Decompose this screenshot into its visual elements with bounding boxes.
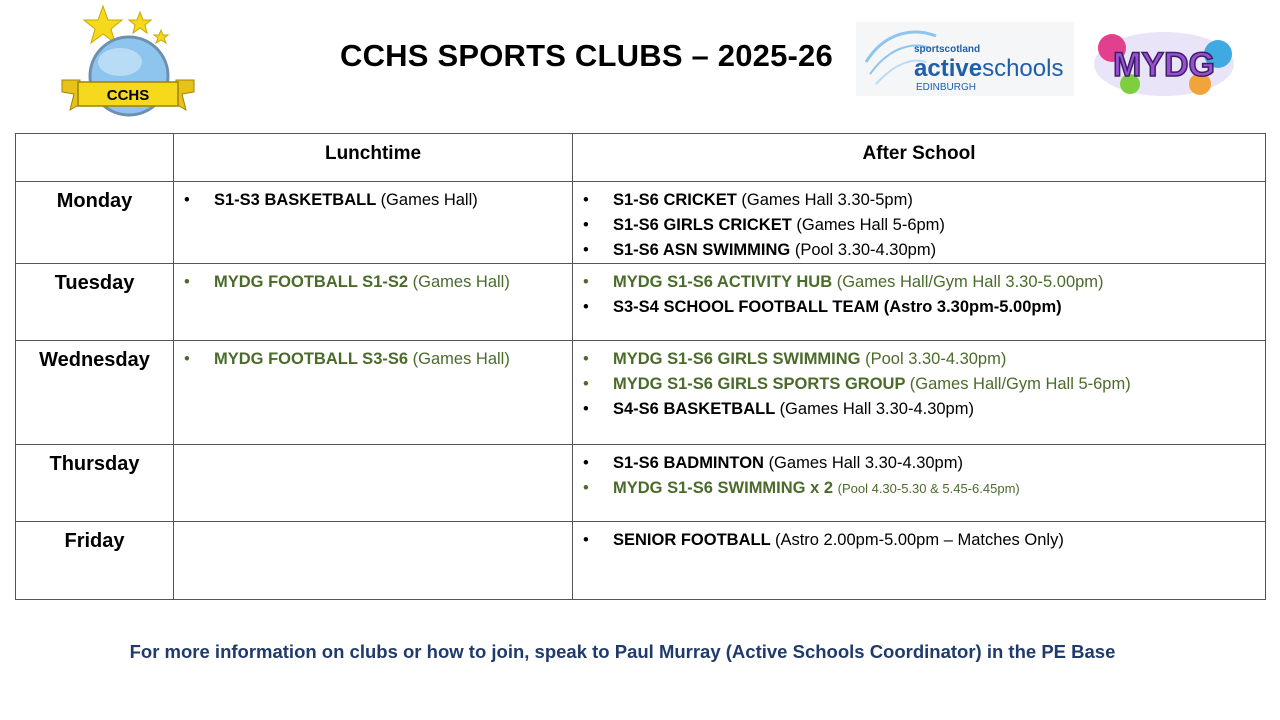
club-name: S1-S6 CRICKET xyxy=(613,191,742,209)
club-list xyxy=(573,522,1265,553)
lunchtime-cell xyxy=(174,522,573,600)
club-name: MYDG FOOTBALL S1-S2 xyxy=(214,273,413,291)
lunchtime-cell xyxy=(174,445,573,522)
club-name: S1-S3 BASKETBALL xyxy=(214,191,381,209)
club-name: S3-S4 SCHOOL FOOTBALL TEAM (Astro 3.30pm-5.00pm) xyxy=(613,298,1062,316)
club-venue: (Pool 3.30-4.30pm) xyxy=(865,350,1007,368)
day-cell: Monday xyxy=(16,182,174,264)
club-venue: (Games Hall 5-6pm) xyxy=(796,216,945,234)
club-list xyxy=(174,341,572,372)
club-list xyxy=(573,341,1265,422)
active-schools-logo xyxy=(856,22,1074,96)
mydg-logo-text: MYDG xyxy=(1113,46,1215,84)
club-item xyxy=(573,528,1265,553)
page-title: CCHS SPORTS CLUBS – 2025-26 xyxy=(340,38,833,73)
club-list xyxy=(174,445,572,451)
after-school-cell xyxy=(573,522,1266,600)
club-item xyxy=(174,270,572,295)
header-day xyxy=(16,134,174,182)
club-item xyxy=(573,372,1265,397)
club-name: S1-S6 ASN SWIMMING xyxy=(613,241,795,259)
club-item xyxy=(573,347,1265,372)
club-name: MYDG S1-S6 GIRLS SWIMMING xyxy=(613,350,866,368)
lunchtime-cell xyxy=(174,341,573,445)
day-cell: Thursday xyxy=(16,445,174,522)
table-row xyxy=(16,522,1266,600)
club-item xyxy=(573,451,1265,476)
club-venue-small: (Pool 4.30-5.30 & 5.45-6.45pm) xyxy=(837,481,1020,496)
schools-text: schools xyxy=(982,55,1064,82)
club-item xyxy=(573,476,1265,501)
club-list xyxy=(573,182,1265,263)
after-school-cell xyxy=(573,341,1266,445)
club-venue: (Pool 3.30-4.30pm) xyxy=(794,241,937,259)
table-header-row xyxy=(16,134,1266,182)
club-name: MYDG S1-S6 GIRLS SPORTS GROUP xyxy=(613,375,910,393)
day-cell: Tuesday xyxy=(16,264,174,341)
club-name: S4-S6 BASKETBALL xyxy=(613,400,780,418)
header-lunchtime: Lunchtime xyxy=(174,134,573,182)
club-list xyxy=(573,445,1265,501)
svg-text:activeschools xyxy=(914,55,1063,82)
footer-note: For more information on clubs or how to join, speak to Paul Murray (Active Schools Coordinator) in the PE Base xyxy=(129,641,1116,662)
day-cell: Friday xyxy=(16,522,174,600)
club-venue: (Games Hall) xyxy=(380,191,478,209)
club-venue: (Games Hall 3.30-4.30pm) xyxy=(779,400,974,418)
club-item xyxy=(174,188,572,213)
club-venue: (Games Hall 3.30-5pm) xyxy=(741,191,913,209)
cchs-logo-text: CCHS xyxy=(106,87,150,104)
club-venue: (Astro 2.00pm-5.00pm – Matches Only) xyxy=(774,531,1064,549)
table-row xyxy=(16,264,1266,341)
club-list xyxy=(174,522,572,528)
club-venue: (Games Hall/Gym Hall 3.30-5.00pm) xyxy=(836,273,1104,291)
after-school-cell xyxy=(573,182,1266,264)
active-text: active xyxy=(914,55,983,82)
club-name: MYDG S1-S6 SWIMMING x 2 xyxy=(613,479,838,497)
club-venue: (Games Hall/Gym Hall 5-6pm) xyxy=(909,375,1131,393)
mydg-logo xyxy=(1090,26,1238,100)
club-list xyxy=(174,182,572,213)
table-row xyxy=(16,341,1266,445)
sportscotland-text: sportscotland xyxy=(914,44,981,55)
table-row xyxy=(16,445,1266,522)
club-item xyxy=(174,347,572,372)
club-venue: (Games Hall) xyxy=(412,273,510,291)
lunchtime-cell xyxy=(174,264,573,341)
club-item xyxy=(573,188,1265,213)
club-item xyxy=(573,270,1265,295)
club-list xyxy=(573,264,1265,320)
header-after-school: After School xyxy=(573,134,1266,182)
club-list xyxy=(174,264,572,295)
day-cell: Wednesday xyxy=(16,341,174,445)
schedule-table xyxy=(15,133,1266,600)
after-school-cell xyxy=(573,445,1266,522)
club-item xyxy=(573,238,1265,263)
cchs-logo xyxy=(58,4,198,120)
club-item xyxy=(573,295,1265,320)
club-name: S1-S6 BADMINTON xyxy=(613,454,769,472)
club-item xyxy=(573,213,1265,238)
edinburgh-text: EDINBURGH xyxy=(916,82,977,93)
club-name: SENIOR FOOTBALL xyxy=(613,531,775,549)
club-name: MYDG FOOTBALL S3-S6 xyxy=(214,350,413,368)
club-venue: (Games Hall 3.30-4.30pm) xyxy=(768,454,963,472)
club-venue: (Games Hall) xyxy=(412,350,510,368)
lunchtime-cell xyxy=(174,182,573,264)
club-name: MYDG S1-S6 ACTIVITY HUB xyxy=(613,273,837,291)
table-row xyxy=(16,182,1266,264)
club-name: S1-S6 GIRLS CRICKET xyxy=(613,216,797,234)
after-school-cell xyxy=(573,264,1266,341)
club-item xyxy=(573,397,1265,422)
